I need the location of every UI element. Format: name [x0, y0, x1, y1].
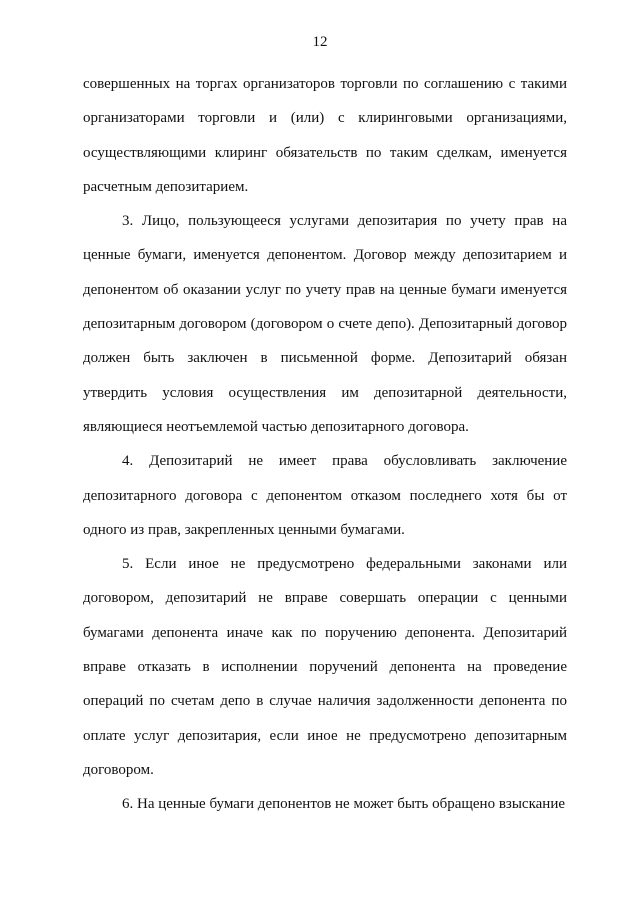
document-body [83, 67, 567, 822]
paragraph-item-6: 6. На ценные бумаги депонентов не может быть обращено взыскание [122, 796, 566, 813]
paragraph-continuation: совершенных на торгах организаторов торговли по соглашению с такими организаторами торговли и (или) с клиринговыми организациями, осуществляющими клиринг обязательств по таким сделкам, именуется расчетным депозитарием. [83, 76, 567, 195]
paragraph-item-5: 5. Если иное не предусмотрено федеральными законами или договором, депозитарий не вправе совершать операции с ценными бумагами депонента иначе как по поручению депонента. Депозитарий вправе отказать в исполнении поручений депонента на проведение операций по счетам депо в случае наличия задолженности депонента по оплате услуг депозитария, если иное не предусмотрено депозитарным договором. [83, 556, 567, 778]
page-number: 12 [312, 34, 328, 50]
paragraph-item-3: 3. Лицо, пользующееся услугами депозитария по учету прав на ценные бумаги, именуется депонентом. Договор между депозитарием и депонентом об оказании услуг по учету прав на ценные бумаги именуется депозитарным договором (договором о счете депо). Депозитарный договор должен быть заключен в письменной форме. Депозитарий обязан утвердить условия осуществления им депозитарной деятельности, являющиеся неотъемлемой частью депозитарного договора. [83, 213, 567, 435]
paragraph-item-4: 4. Депозитарий не имеет права обусловливать заключение депозитарного договора с депонентом отказом последнего хотя бы от одного из прав, закрепленных ценными бумагами. [83, 453, 567, 538]
